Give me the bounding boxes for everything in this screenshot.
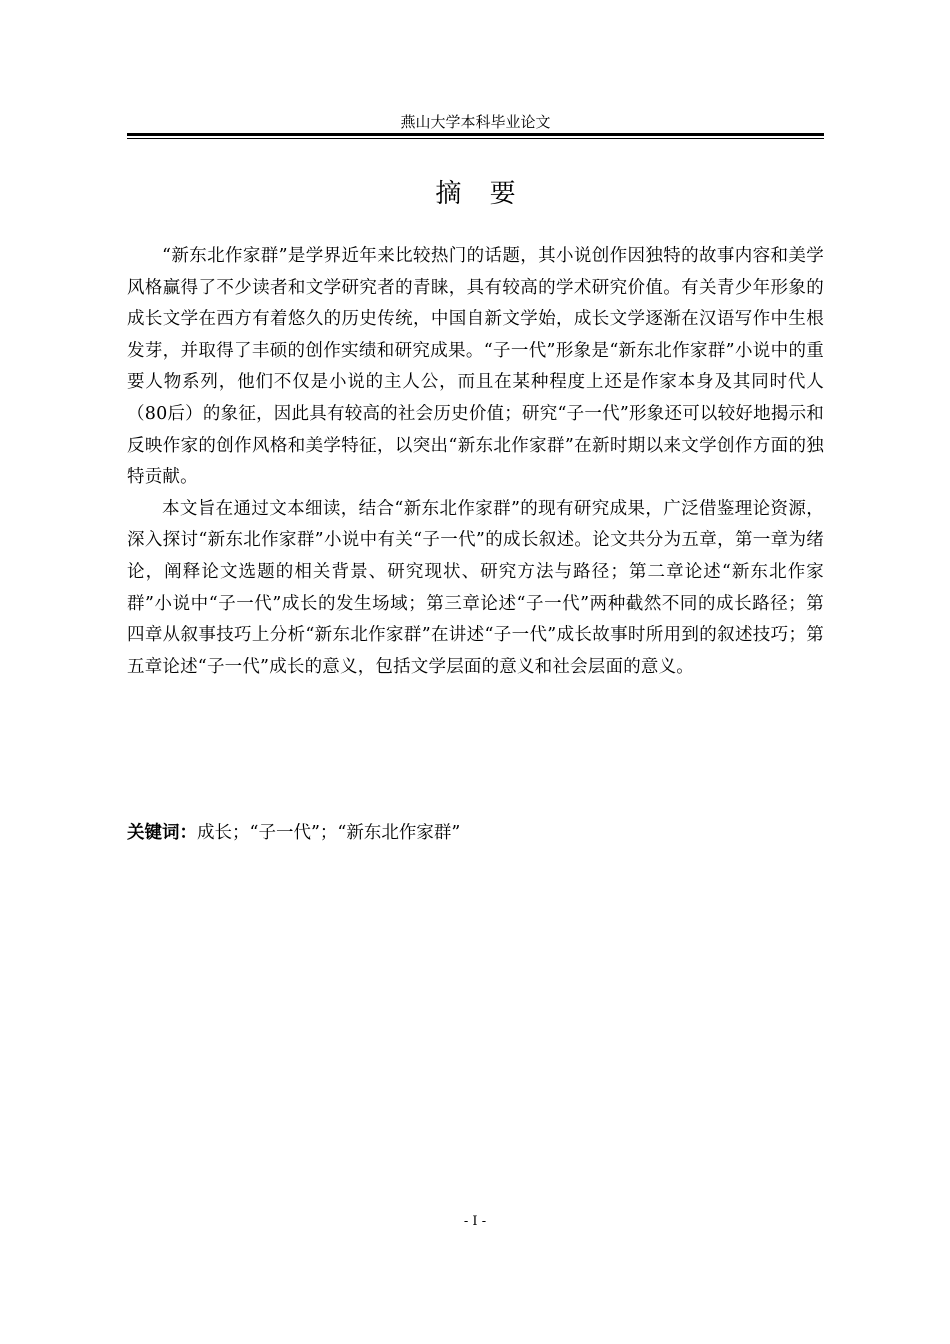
- abstract-body: [127, 241, 824, 683]
- abstract-paragraph-2: 本文旨在通过文本细读，结合“新东北作家群”的现有研究成果，广泛借鉴理论资源，深入探讨“新东北作家群”小说中有关“子一代”的成长叙述。论文共分为五章，第一章为绪论，阐释论文选题的相关背景、研究现状、研究方法与路径；第二章论述“新东北作家群”小说中“子一代”成长的发生场域；第三章论述“子一代”两种截然不同的成长路径；第四章从叙事技巧上分析“新东北作家群”在讲述“子一代”成长故事时所用到的叙述技巧；第五章论述“子一代”成长的意义，包括文学层面的意义和社会层面的意义。: [127, 498, 824, 677]
- header-rule-thick: [127, 133, 824, 136]
- keywords-value: 成长；“子一代”；“新东北作家群”: [197, 823, 461, 843]
- header-rule-thin: [127, 138, 824, 139]
- abstract-paragraph-1: “新东北作家群”是学界近年来比较热门的话题，其小说创作因独特的故事内容和美学风格赢得了不少读者和文学研究者的青睐，具有较高的学术研究价值。有关青少年形象的成长文学在西方有着悠久的历史传统，中国自新文学始，成长文学逐渐在汉语写作中生根发芽，并取得了丰硕的创作实绩和研究成果。“子一代”形象是“新东北作家群”小说中的重要人物系列，他们不仅是小说的主人公，而且在某种程度上还是作家本身及其同时代人（80后）的象征，因此具有较高的社会历史价值；研究“子一代”形象还可以较好地揭示和反映作家的创作风格和美学特征，以突出“新东北作家群”在新时期以来文学创作方面的独特贡献。: [127, 246, 824, 488]
- running-header: 燕山大学本科毕业论文: [400, 113, 551, 131]
- abstract-title: 摘 要: [435, 179, 526, 209]
- page-number: - I -: [463, 1214, 487, 1229]
- keywords-label: 关键词：: [127, 823, 197, 843]
- keywords-line: [127, 818, 824, 849]
